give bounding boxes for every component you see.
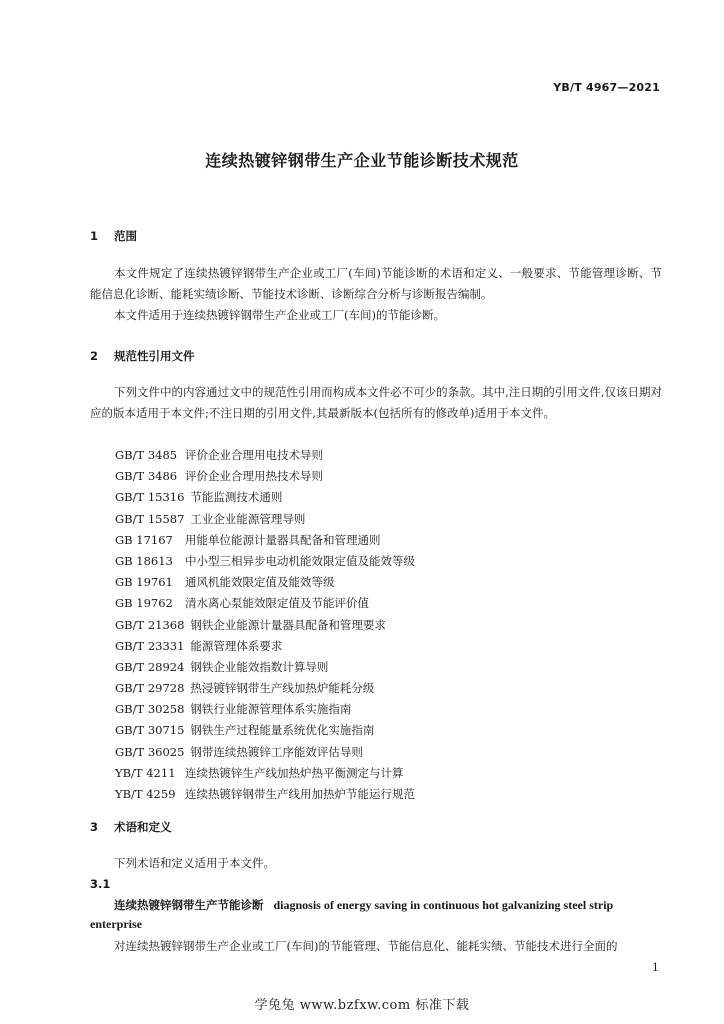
section-2-intro: 下列文件中的内容通过文中的规范性引用而构成本文件必不可少的条款。其中,注日期的引用文件,仅该日期对应的版本适用于本文件;不注日期的引用文件,其最新版本(包括所有的修改单)适用于本文件。 — [90, 385, 662, 420]
standard-code: YB/T 4967—2021 — [553, 81, 660, 94]
ref-code: GB/T 29728 — [115, 681, 185, 696]
ref-title: 连续热镀锌钢带生产线用加热炉节能运行规范 — [185, 787, 415, 801]
ref-title: 钢铁企业能效指数计算导则 — [190, 659, 329, 674]
list-item — [115, 699, 415, 720]
list-item — [115, 445, 415, 466]
list-item — [115, 530, 415, 551]
watermark: 学兔兔 www.bzfxw.com 标准下载 — [254, 998, 470, 1013]
term-chinese: 连续热镀锌钢带生产节能诊断 — [114, 898, 264, 912]
list-item — [115, 466, 415, 487]
term-definition: 对连续热镀锌钢带生产企业或工厂(车间)的节能管理、节能信息化、能耗实绩、节能技术进行全面的 — [114, 939, 618, 953]
ref-code: GB/T 30258 — [115, 702, 185, 717]
list-item — [115, 509, 415, 530]
section-title: 范围 — [114, 229, 138, 243]
ref-code: GB/T 15587 — [115, 511, 185, 526]
ref-title: 节能监测技术通则 — [190, 490, 283, 505]
section-3-heading — [90, 819, 172, 835]
ref-code: GB 19762 — [115, 596, 173, 611]
term-heading — [90, 895, 662, 916]
list-item — [115, 763, 415, 784]
ref-title: 工业企业能源管理导则 — [190, 511, 306, 526]
ref-code: GB 19761 — [115, 575, 173, 590]
ref-title: 能源管理体系要求 — [190, 638, 283, 653]
list-item — [115, 551, 415, 572]
list-item — [115, 720, 415, 741]
ref-title: 钢带连续热镀锌工序能效评估导则 — [190, 744, 363, 759]
section-number: 3 — [90, 820, 99, 834]
ref-code: YB/T 4211 — [115, 765, 176, 780]
list-item — [115, 657, 415, 678]
ref-code: GB/T 23331 — [115, 638, 185, 653]
ref-code: GB/T 21368 — [115, 617, 185, 632]
section-1-paragraph-2: 本文件适用于连续热镀锌钢带生产企业或工厂(车间)的节能诊断。 — [114, 308, 445, 322]
ref-code: GB/T 3485 — [115, 448, 178, 462]
list-item — [115, 784, 415, 805]
list-item — [115, 487, 415, 508]
ref-code: GB/T 15316 — [115, 490, 185, 505]
ref-code: YB/T 4259 — [115, 787, 176, 801]
ref-title: 评价企业合理用电技术导则 — [185, 448, 323, 462]
ref-code: GB/T 28924 — [115, 659, 185, 674]
ref-title: 清水离心泵能效限定值及节能评价值 — [185, 596, 369, 611]
ref-title: 热浸镀锌钢带生产线加热炉能耗分级 — [190, 681, 375, 696]
section-title: 术语和定义 — [114, 820, 172, 834]
section-1-paragraph-1: 本文件规定了连续热镀锌钢带生产企业或工厂(车间)节能诊断的术语和定义、一般要求、节能管理诊断、节能信息化诊断、能耗实绩诊断、节能技术诊断、诊断综合分析与诊断报告编制。 — [90, 266, 662, 301]
section-3-intro: 下列术语和定义适用于本文件。 — [114, 856, 275, 870]
ref-code: GB/T 3486 — [115, 469, 178, 484]
section-number: 1 — [90, 229, 99, 243]
list-item — [115, 678, 415, 699]
list-item — [115, 742, 415, 763]
ref-title: 钢铁企业能源计量器具配备和管理要求 — [190, 617, 386, 632]
ref-title: 用能单位能源计量器具配备和管理通则 — [185, 532, 381, 547]
term-heading-continued — [90, 914, 662, 935]
ref-code: GB/T 30715 — [115, 723, 185, 738]
normative-references-list — [115, 445, 415, 805]
page-title: 连续热镀锌钢带生产企业节能诊断技术规范 — [205, 151, 519, 170]
list-item — [115, 572, 415, 593]
ref-title: 钢铁行业能源管理体系实施指南 — [190, 702, 352, 717]
ref-title: 连续热镀锌生产线加热炉热平衡测定与计算 — [185, 765, 404, 780]
ref-code: GB 17167 — [115, 532, 173, 547]
ref-title: 钢铁生产过程能量系统优化实施指南 — [190, 723, 375, 738]
section-title: 规范性引用文件 — [114, 349, 195, 363]
term-english-continued: enterprise — [90, 917, 142, 931]
list-item — [115, 636, 415, 657]
list-item — [115, 615, 415, 636]
subsection-number: 3.1 — [90, 877, 111, 891]
section-1-heading — [90, 228, 137, 244]
term-english: diagnosis of energy saving in continuous hot galvanizing steel strip — [273, 898, 614, 912]
section-2-heading — [90, 348, 195, 364]
list-item — [115, 593, 415, 614]
ref-title: 中小型三相异步电动机能效限定值及能效等级 — [185, 553, 415, 568]
ref-code: GB/T 36025 — [115, 744, 185, 759]
ref-code: GB 18613 — [115, 553, 173, 568]
ref-title: 通风机能效限定值及能效等级 — [185, 575, 335, 590]
page-number: 1 — [652, 961, 659, 974]
ref-title: 评价企业合理用热技术导则 — [185, 469, 323, 484]
section-number: 2 — [90, 349, 99, 363]
